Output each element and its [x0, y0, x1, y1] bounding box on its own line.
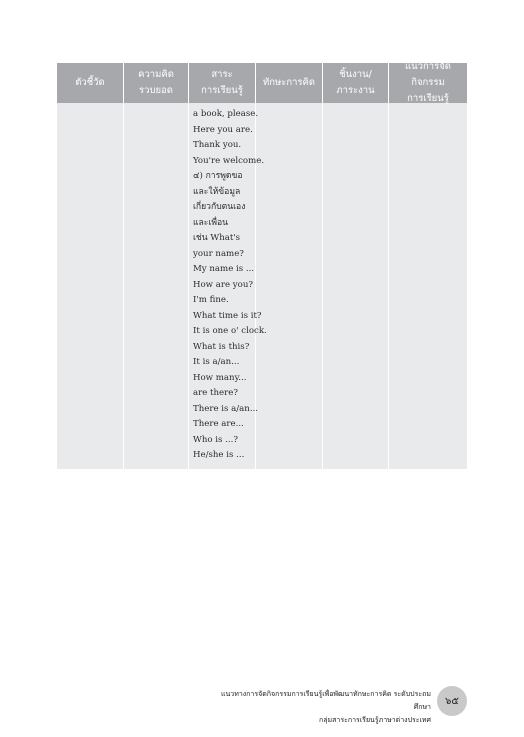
content-line: There is a/an... — [193, 403, 259, 414]
content-line: My name is ... — [193, 264, 255, 274]
header-label: ภาระงาน — [336, 85, 375, 96]
content-line: You're welcome. — [193, 155, 265, 166]
column-divider — [123, 63, 124, 469]
content-line: Thank you. — [193, 140, 242, 150]
content-line: Here you are. — [193, 124, 253, 135]
content-line: และให้ข้อมูล — [193, 186, 241, 197]
content-line: There are... — [193, 419, 244, 429]
footer-book-title: แนวทางการจัดกิจกรรมการเรียนรู้เพื่อพัฒนาทักษะการคิด ระดับประถมศึกษา — [220, 690, 431, 711]
content-line: He/she is ... — [193, 450, 245, 460]
header-label: รวบยอด — [139, 85, 173, 96]
column-divider — [188, 63, 189, 469]
content-line: a book, please. — [193, 109, 259, 119]
page-number: ๖๕ — [437, 686, 467, 716]
content-line: are there? — [193, 388, 238, 398]
content-line: What is this? — [193, 341, 250, 352]
header-label: ทักษะการคิด — [262, 77, 316, 88]
content-line: Who is ...? — [193, 434, 238, 445]
column-divider — [388, 63, 389, 469]
content-line: It is one o' clock. — [193, 326, 267, 336]
content-line: your name? — [193, 248, 244, 259]
content-line: เกี่ยวกับตนเอง — [193, 202, 246, 212]
content-line: It is a/an... — [193, 357, 240, 367]
header-label: การเรียนรู้ — [407, 93, 449, 104]
header-label: ตัวชี้วัด — [75, 77, 105, 88]
content-line: How many... — [193, 372, 247, 383]
header-label: แนวการจัดกิจกรรม — [405, 61, 451, 88]
content-line: เช่น What's — [193, 233, 241, 243]
column-divider — [322, 63, 323, 469]
content-line: ๔) การพูดขอ — [193, 171, 243, 181]
footer-subject: กลุ่มสาระการเรียนรู้ภาษาต่างประเทศ — [319, 716, 431, 724]
header-work-tasks — [323, 63, 388, 103]
header-learning-activities — [389, 63, 467, 103]
header-label: ความคิด — [138, 69, 174, 80]
curriculum-table — [57, 63, 467, 469]
header-learning-content — [189, 63, 255, 103]
header-label: สาระ — [211, 69, 233, 80]
content-line: และเพื่อน — [193, 217, 229, 228]
header-label: การเรียนรู้ — [201, 85, 243, 96]
header-indicator — [57, 63, 123, 103]
page-footer — [207, 688, 431, 727]
content-line: I'm fine. — [193, 295, 229, 305]
header-label: ชิ้นงาน/ — [339, 69, 372, 80]
header-thinking-skills — [256, 63, 322, 103]
content-line: What time is it? — [193, 310, 262, 321]
header-concept — [124, 63, 188, 103]
learning-content-cell — [193, 107, 267, 464]
content-line: How are you? — [193, 279, 253, 290]
